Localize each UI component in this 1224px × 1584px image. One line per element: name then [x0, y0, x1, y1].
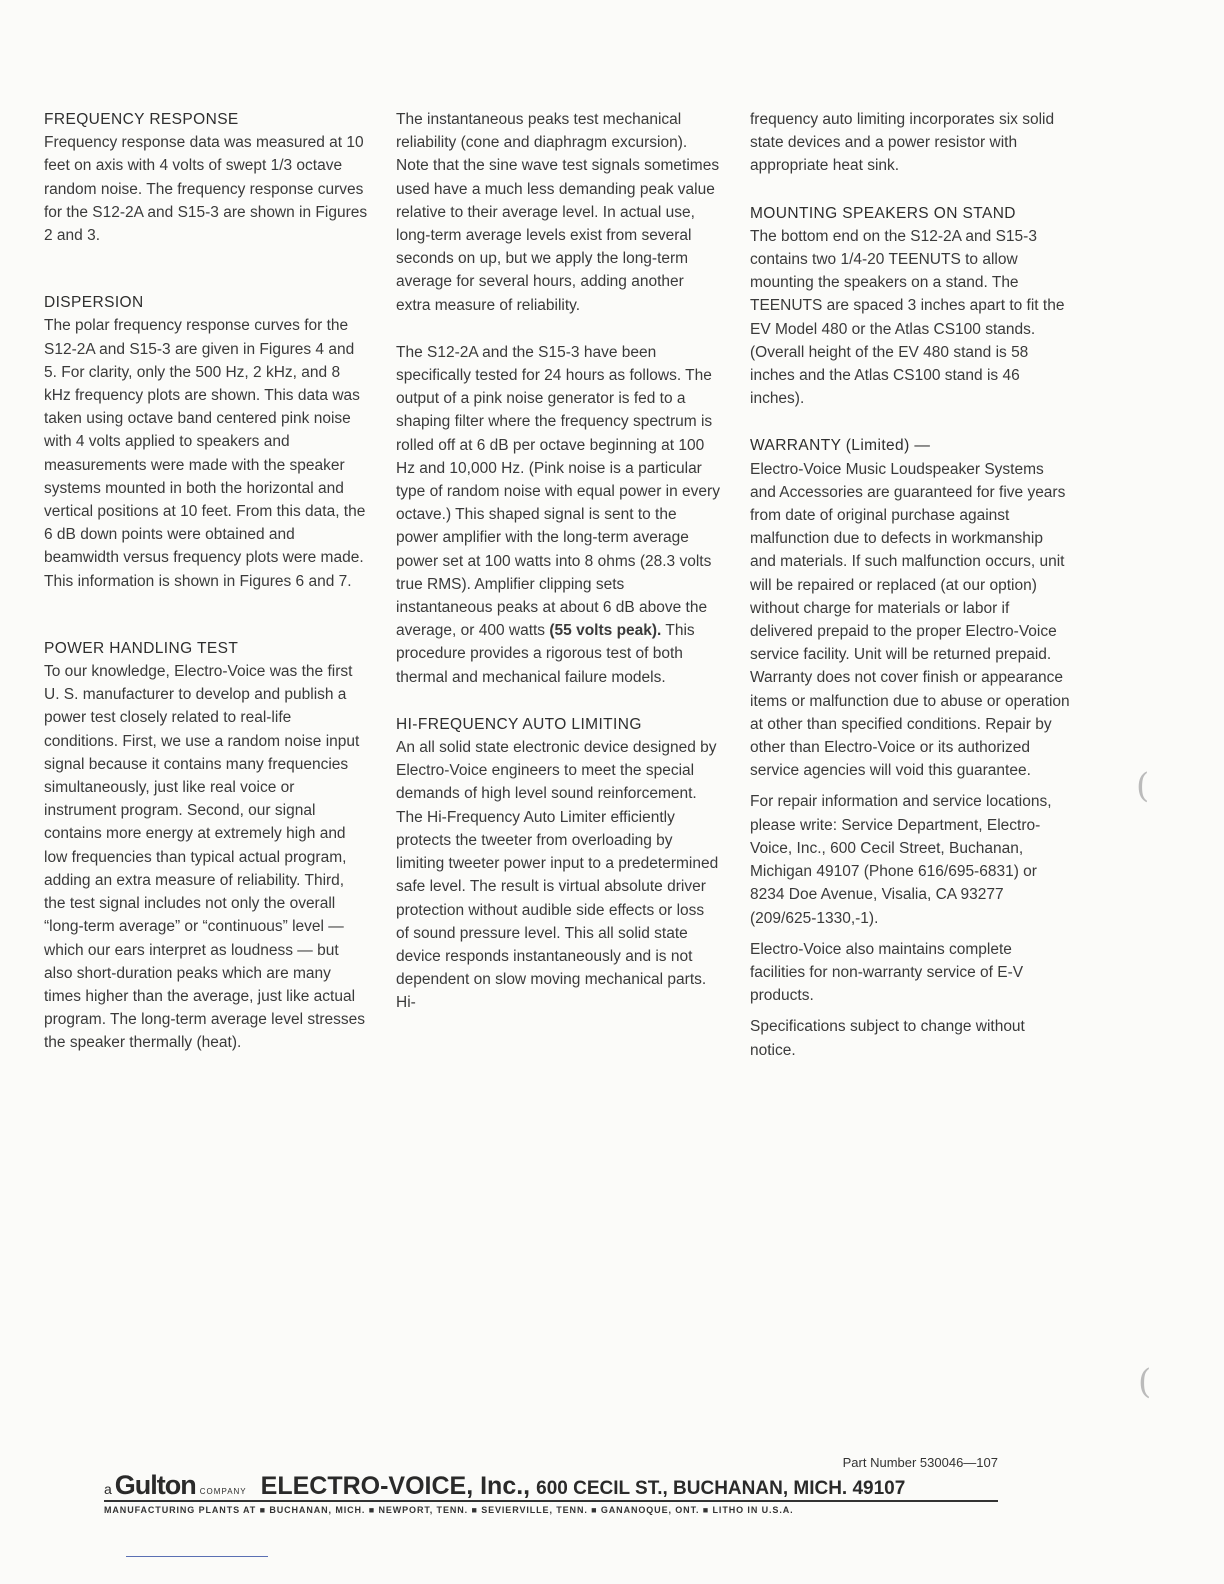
- column-3: [750, 108, 1070, 1062]
- company-label: COMPANY: [199, 1487, 247, 1496]
- frequency-response-heading: FREQUENCY RESPONSE: [44, 111, 239, 128]
- bottom-divider: [126, 1556, 268, 1557]
- specifications-notice: Specifications subject to change without notice.: [750, 1018, 1025, 1059]
- margin-mark: (: [1136, 766, 1150, 806]
- footer-divider: [104, 1500, 998, 1502]
- footer-article: a: [104, 1481, 112, 1497]
- hi-frequency-text: An all solid state electronic device designed by Electro-Voice engineers to meet the special demands of high level sound reinforcement. The Hi-Frequency Auto Limiter efficiently protects the tweeter from overloading by limiting tweeter power input to a predetermined safe level. The result is virtual absolute driver protection without audible side effects or loss of sound pressure level. This all solid state device responds instantaneously and is not dependent on slow moving mechanical parts. Hi-: [396, 739, 719, 1012]
- power-test-peak-value: (55 volts peak).: [549, 622, 662, 640]
- manufacturing-plants: MANUFACTURING PLANTS AT ■ BUCHANAN, MICH. ■ NEWPORT, TENN. ■ SEVIERVILLE, TENN. ■ GANANOQUE, ONT. ■ LITHO IN U.S.A.: [104, 1505, 794, 1515]
- mounting-text: The bottom end on the S12-2A and S15-3 contains two 1/4-20 TEENUTS to allow mounting the speakers on a stand. The TEENUTS are spaced 3 inches apart to fit the EV Model 480 or the Atlas CS100 stands. (Overall height of the EV 480 stand is 58 inches and the Atlas CS100 stand is 46 inches).: [750, 227, 1065, 408]
- company-address: 600 CECIL ST., BUCHANAN, MICH. 49107: [536, 1478, 906, 1499]
- section-power-handling: [44, 637, 369, 1055]
- gulton-logo: Gulton: [114, 1470, 196, 1500]
- non-warranty-text: Electro-Voice also maintains complete facilities for non-warranty service of E-V products.: [750, 940, 1024, 1005]
- warranty-heading: WARRANTY (Limited) —: [750, 437, 931, 455]
- margin-mark: (: [1138, 1362, 1152, 1402]
- dispersion-text: The polar frequency response curves for the S12-2A and S15-3 are given in Figures 4 and 5. For clarity, only the 500 Hz, 2 kHz, and 8 kHz frequency plots are shown. This data was taken using octave band centered pink noise with 4 volts applied to speakers and measurements were made with the speaker systems mounted in both the horizontal and vertical positions at 10 feet. From this data, the 6 dB down points were obtained and beamwidth versus frequency plots were made. This information is shown in Figures 6 and 7.: [44, 317, 366, 590]
- frequency-response-text: Frequency response data was measured at 10 feet on axis with 4 volts of swept 1/3 octave random noise. The frequency response curves for the S12-2A and S15-3 are shown in Figures 2 and 3.: [44, 134, 368, 245]
- column-2: [396, 108, 721, 1015]
- section-frequency-response: [44, 108, 369, 247]
- power-test-procedure-text: [396, 341, 721, 689]
- warranty-text: Electro-Voice Music Loudspeaker Systems and Accessories are guaranteed for five years from date of original purchase against malfunction due to defects in workmanship and materials. If such malfunction occurs, unit will be repaired or replaced (at our option) without charge for materials or labor if delivered prepaid to the proper Electro-Voice service facility. Unit will be returned prepaid. Warranty does not cover finish or appearance items or malfunction due to abuse or operation at other than specified conditions. Repair by other than Electro-Voice or its authorized service agencies will void this guarantee.: [750, 460, 1070, 780]
- instantaneous-peaks-text: The instantaneous peaks test mechanical reliability (cone and diaphragm excursion). Note that the sine wave test signals sometimes used have a much less demanding peak value relative to their average level. In actual use, long-term average levels exist from several seconds on up, but we apply the long-term average for several hours, adding another extra measure of reliability.: [396, 111, 720, 314]
- power-test-text-b: This procedure provides a rigorous test of both thermal and mechanical failure models.: [396, 622, 695, 686]
- power-handling-heading: POWER HANDLING TEST: [44, 639, 239, 657]
- power-handling-text: To our knowledge, Electro-Voice was the first U. S. manufacturer to develop and publish a power test closely related to real-life conditions. First, we use a random noise input signal because it contains many frequencies simultaneously, just like real voice or instrument program. Second, our signal contains more energy at extremely high and low frequencies than typical actual program, adding an extra measure of reliability. Third, the test signal includes not only the overall “long-term average” or “continuous” level — which our ears interpret as loudness — but also short-duration peaks which are many times higher than the average, just like actual program. The long-term average level stresses the speaker thermally (heat).: [44, 663, 366, 1052]
- part-number: Part Number 530046—107: [842, 1455, 998, 1470]
- hi-frequency-heading: HI-FREQUENCY AUTO LIMITING: [396, 715, 642, 733]
- repair-info-text: For repair information and service locations, please write: Service Department, Electro-Voice, Inc., 600 Cecil Street, Buchanan, Michigan 49107 (Phone 616/695-6831) or 8234 Doe Avenue, Visalia, CA 93277 (209/625-1330,-1).: [750, 793, 1052, 927]
- mounting-heading: MOUNTING SPEAKERS ON STAND: [750, 204, 1016, 222]
- footer-company-line: [104, 1470, 998, 1501]
- dispersion-heading: DISPERSION: [44, 294, 144, 312]
- column-1: [44, 108, 369, 1099]
- section-dispersion: [44, 291, 369, 593]
- electro-voice-name: ELECTRO-VOICE, Inc.,: [260, 1472, 531, 1500]
- auto-limiting-continuation-text: frequency auto limiting incorporates six solid state devices and a power resistor with appropriate heat sink.: [750, 111, 1055, 175]
- power-test-text-a: The S12-2A and the S15-3 have been specifically tested for 24 hours as follows. The output of a pink noise generator is fed to a shaping filter where the frequency spectrum is rolled off at 6 dB per octave beginning at 100 Hz and 10,000 Hz. (Pink noise is a particular type of random noise with equal power in every octave.) This shaped signal is sent to the power amplifier with the long-term average power set at 100 watts into 8 ohms (28.3 volts true RMS). Amplifier clipping sets instantaneous peaks at about 6 dB above the average, or 400 watts: [396, 343, 720, 640]
